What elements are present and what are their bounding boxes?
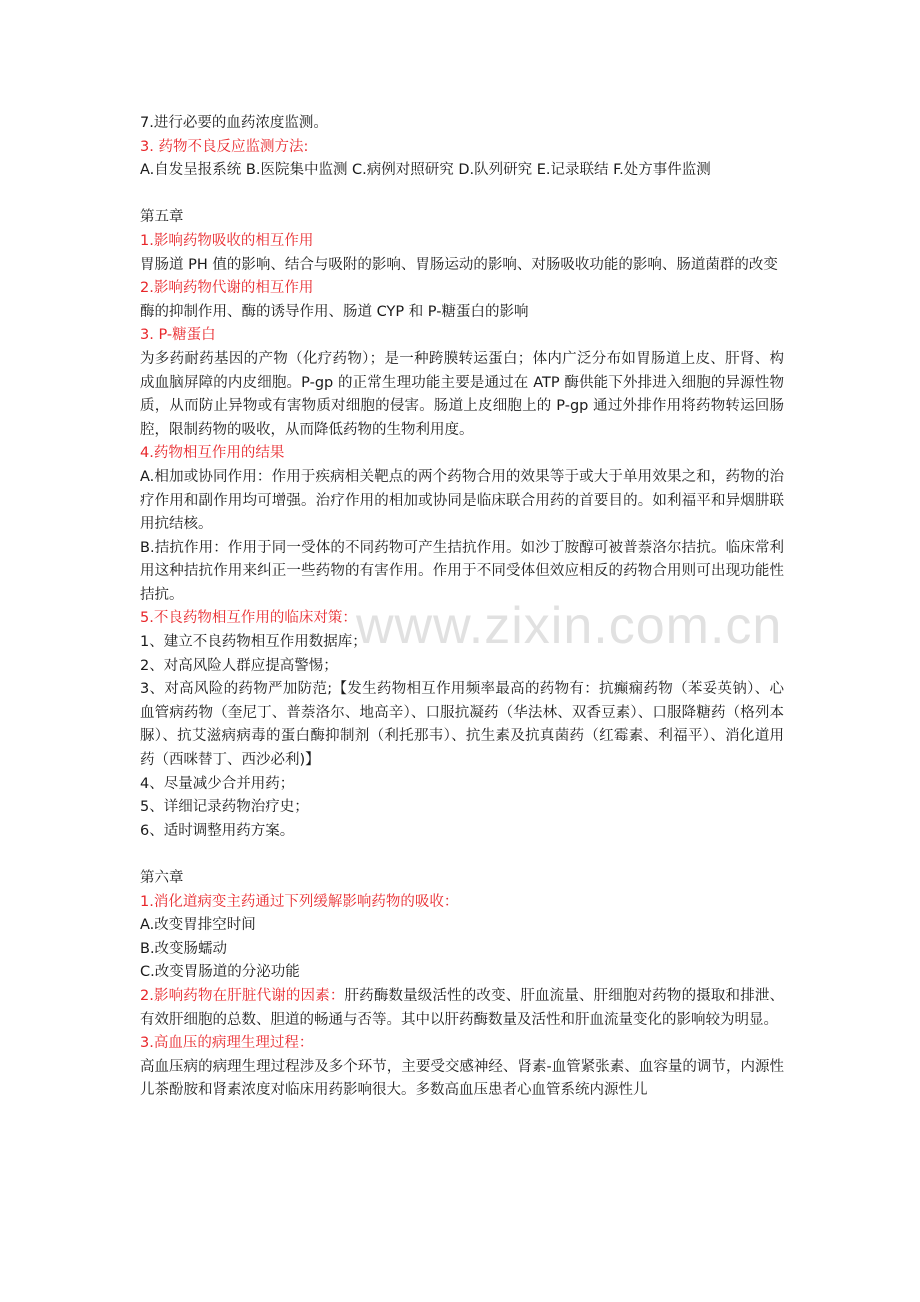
chapter-title: 第六章 — [140, 870, 184, 886]
section-heading: 3. 药物不良反应监测方法: — [140, 138, 309, 155]
paragraph: A.相加或协同作用：作用于疾病相关靶点的两个药物合用的效果等于或大于单用效果之和，药物的治疗作用和副作用均可增强。治疗作用的相加或协同是临床联合用药的首要目的。如利福平和异烟肼联用抗结核。 — [140, 468, 784, 533]
inline-heading: 2.影响药物在肝脏代谢的因素： — [140, 987, 345, 1004]
list-item: 4、尽量减少合并用药； — [140, 775, 295, 792]
paragraph: 胃肠道 PH 值的影响、结合与吸附的影响、胃肠运动的影响、对肠吸收功能的影响、肠道菌群的改变 — [140, 256, 778, 273]
paragraph: B.拮抗作用：作用于同一受体的不同药物可产生拮抗作用。如沙丁胺醇可被普萘洛尔拮抗。临床常利用这种拮抗作用来纠正一些药物的有害作用。作用于不同受体但效应相反的药物合用则可出现功能性拮抗。 — [140, 539, 784, 603]
list-item: 2、对高风险人群应提高警惕； — [140, 657, 338, 674]
document-page — [140, 112, 784, 1103]
blank-line — [140, 843, 784, 867]
section-heading: 4.药物相互作用的结果 — [140, 445, 285, 462]
text-line: 7.进行必要的血药浓度监测。 — [140, 115, 328, 131]
list-item: B.改变肠蠕动 — [140, 940, 228, 957]
paragraph: 高血压病的病理生理过程涉及多个环节，主要受交感神经、肾素-血管紧张素、血容量的调节，内源性儿茶酚胺和肾素浓度对临床用药影响很大。多数高血压患者心血管系统内源性儿 — [140, 1058, 784, 1099]
paragraph-text: 肝药酶数量级活性的改变、肝血流量、肝细胞对药物的摄取和排泄、有效肝细胞的总数、胆道的畅通与否等。其中以肝药酶数量及活性和肝血流量变化的影响较为明显。 — [140, 987, 785, 1028]
list-item: A.改变胃排空时间 — [140, 917, 256, 934]
section-heading: 2.影响药物代谢的相互作用 — [140, 280, 314, 297]
section-heading: 1.消化道病变主药通过下列缓解影响药物的吸收： — [140, 893, 459, 910]
section-heading: 3. P-糖蛋白 — [140, 327, 216, 344]
list-item: 3、对高风险的药物严加防范;【发生药物相互作用频率最高的药物有：抗癫痫药物（苯妥英钠）、心血管病药物（奎尼丁、普萘洛尔、地高辛）、口服抗凝药（华法林、双香豆素）、口服降糖药（格列本脲）、抗艾滋病病毒的蛋白酶抑制剂（利托那韦）、抗生素及抗真菌药（红霉素、利福平）、消化道用药（西咪替丁、西沙必利)】 — [140, 681, 784, 769]
list-item: 5、详细记录药物治疗史； — [140, 799, 309, 816]
list-item: 1、建立不良药物相互作用数据库； — [140, 634, 367, 651]
list-item: 6、适时调整用药方案。 — [140, 822, 295, 839]
watermark-text: www.zixin.com.cn — [356, 597, 783, 655]
text-line: 酶的抑制作用、酶的诱导作用、肠道 CYP 和 P-糖蛋白的影响 — [140, 303, 529, 320]
list-item: C.改变胃肠道的分泌功能 — [140, 964, 300, 981]
chapter-title: 第五章 — [140, 209, 184, 226]
text-line: A.自发呈报系统 B.医院集中监测 C.病例对照研究 D.队列研究 E.记录联结 F.处方事件监测 — [140, 162, 711, 179]
blank-line — [140, 183, 784, 207]
section-heading: 3.高血压的病理生理过程： — [140, 1035, 314, 1052]
paragraph — [140, 985, 784, 1032]
section-heading: 1.影响药物吸收的相互作用 — [140, 232, 314, 249]
section-heading: 5.不良药物相互作用的临床对策： — [140, 610, 357, 627]
paragraph: 为多药耐药基因的产物（化疗药物）；是一种跨膜转运蛋白；体内广泛分布如胃肠道上皮、肝肾、构成血脑屏障的内皮细胞。P-gp 的正常生理功能主要是通过在 ATP 酶供能下外排进入细胞的异源性物质，从而防止异物或有害物质对细胞的侵害。肠道上皮细胞上的 P-gp 通过外排作用将药物转运回肠腔，限制药物的吸收，从而降低药物的生物利用度。 — [140, 350, 784, 438]
